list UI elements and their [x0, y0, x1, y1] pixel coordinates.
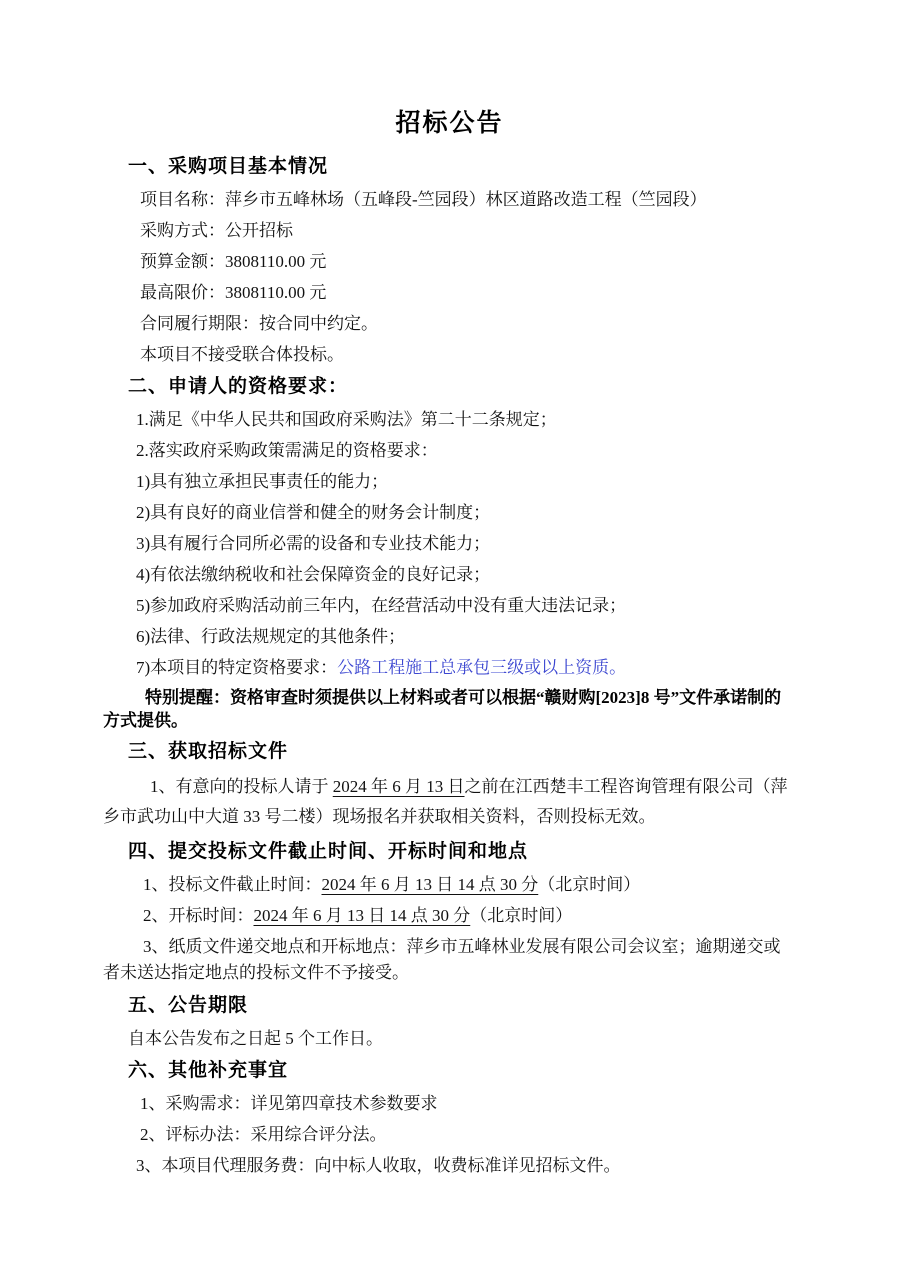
bid-opening-label: 2、开标时间： — [143, 906, 254, 925]
bid-opening-time-line — [143, 903, 796, 928]
section-6-heading: 六、其他补充事宜 — [128, 1060, 289, 1081]
section-announcement-period — [103, 993, 796, 1051]
registration-deadline-date: 2024 年 6 月 13 日 — [332, 777, 465, 796]
qualification-item: 2.落实政府采购政策需满足的资格要求： — [136, 441, 438, 460]
project-name-line: 项目名称：萍乡市五峰林场（五峰段-竺园段）林区道路改造工程（竺园段） — [140, 190, 707, 209]
section-submission-and-opening — [103, 839, 796, 986]
special-reminder-note: 特别提醒：资格审查时须提供以上材料或者可以根据“赣财购[2023]8 号”文件承诺制的方式提供。 — [103, 688, 782, 730]
section-4-heading: 四、提交投标文件截止时间、开标时间和地点 — [128, 841, 529, 862]
section-qualification-requirements — [103, 374, 796, 732]
specific-qualification-requirement: 公路工程施工总承包三级或以上资质。 — [337, 658, 627, 677]
obtain-documents-paragraph — [103, 772, 796, 832]
procurement-method-line: 采购方式：公开招标 — [140, 221, 293, 240]
obtain-documents-prefix: 1、有意向的投标人请于 — [150, 777, 333, 796]
submission-deadline-label: 1、投标文件截止时间： — [143, 875, 322, 894]
specific-qualification-label: 7)本项目的特定资格要求： — [136, 658, 338, 677]
other-matter-item: 3、本项目代理服务费：向中标人收取，收费标准详见招标文件。 — [136, 1156, 621, 1175]
submission-deadline-time: 2024 年 6 月 13 日 14 点 30 分 — [321, 875, 539, 894]
other-matter-item: 2、评标办法：采用综合评分法。 — [140, 1125, 387, 1144]
section-2-heading: 二、申请人的资格要求： — [128, 376, 349, 397]
submission-location-paragraph: 3、纸质文件递交地点和开标地点：萍乡市五峰林业发展有限公司会议室；逾期递交或者未送达指定地点的投标文件不予接受。 — [103, 937, 781, 982]
specific-qualification-line — [136, 655, 796, 680]
bid-opening-time: 2024 年 6 月 13 日 14 点 30 分 — [253, 906, 471, 925]
qualification-item: 3)具有履行合同所必需的设备和专业技术能力； — [136, 534, 491, 553]
budget-amount-line: 预算金额：3808110.00 元 — [140, 252, 327, 271]
qualification-item: 4)有依法缴纳税收和社会保障资金的良好记录； — [136, 565, 491, 584]
qualification-item: 5)参加政府采购活动前三年内，在经营活动中没有重大违法记录； — [136, 596, 627, 615]
obtain-documents-suffix: 之前在江西楚丰工程咨询管理有限公司（萍乡市武功山中大道 33 号二楼）现场报名并获取相关资料，否则投标无效。 — [103, 777, 788, 826]
qualification-item: 2)具有良好的商业信誉和健全的财务会计制度； — [136, 503, 491, 522]
document-title: 招标公告 — [395, 110, 504, 137]
announcement-period-line: 自本公告发布之日起 5 个工作日。 — [128, 1029, 383, 1048]
no-consortium-line: 本项目不接受联合体投标。 — [140, 345, 344, 364]
max-price-line: 最高限价：3808110.00 元 — [140, 283, 327, 302]
section-other-matters — [103, 1058, 796, 1178]
qualification-item: 6)法律、行政法规规定的其他条件； — [136, 627, 406, 646]
submission-deadline-timezone: （北京时间） — [538, 875, 641, 894]
bid-opening-timezone: （北京时间） — [470, 906, 573, 925]
qualification-item: 1.满足《中华人民共和国政府采购法》第二十二条规定； — [136, 410, 557, 429]
section-obtain-documents — [103, 739, 796, 832]
section-3-heading: 三、获取招标文件 — [128, 741, 289, 762]
section-basic-info — [103, 154, 796, 367]
other-matter-item: 1、采购需求：详见第四章技术参数要求 — [140, 1094, 438, 1113]
section-5-heading: 五、公告期限 — [128, 995, 249, 1016]
contract-term-line: 合同履行期限：按合同中约定。 — [140, 314, 378, 333]
qualification-item: 1)具有独立承担民事责任的能力； — [136, 472, 389, 491]
submission-deadline-line — [143, 872, 796, 897]
section-1-heading: 一、采购项目基本情况 — [128, 156, 329, 177]
